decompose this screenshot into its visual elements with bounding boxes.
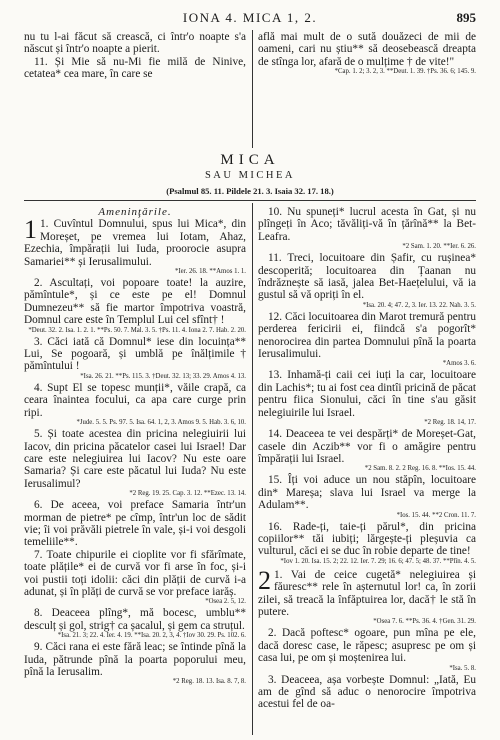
verse: 15. Îți voi aduce un nou stăpîn, locuitoare din* Mareșa; slava lui Israel va merge la Adulam**.	[258, 474, 476, 512]
footnote: *Isa. 20. 4; 47. 2, 3. Ier. 13. 22. Nah. 3. 5.	[362, 301, 476, 309]
footnote: *Iov 1. 20. Isa. 15. 2; 22. 12. Ier. 7. 29; 16. 6; 47. 5; 48. 37. **Plîn. 4. 5.	[280, 557, 476, 565]
verse: 5. Și toate acestea din pricina nelegiuirii lui Iacov, din pricina păcatelor casei lui Israel! Dar care este nelegiuirea lui Iacov? Nu este oare Samaria? Și care este păcatul lui Iuda? Nu este Ierusalimul?	[24, 428, 246, 490]
column-divider-top	[252, 30, 253, 148]
verse: 10. Nu spuneți* lucrul acesta în Gat, și nu plîngeți în Aco; tăvăliți-vă în țărînă** la Bet-Leafra.	[258, 206, 476, 243]
verse: 9. Căci rana ei este fără leac; se întinde pînă la Iuda, pătrunde pînă la poarta poporului meu, pînă la Ierusalim.	[24, 641, 246, 678]
footnote: *2 Sam. 1. 20. **Ier. 6. 26.	[402, 243, 476, 251]
chapter-1-number: 1	[24, 215, 37, 245]
verse: 16. Rade-ți, taie-ți părul*, din pricina copiilor** tăi iubiți; lărgește-ți pleșuvia ca vulturul, căci ei se duc în robie departe de tine!	[258, 520, 476, 558]
footnote: *2 Reg. 18. 14, 17.	[424, 419, 476, 427]
verse: 11. Treci, locuitoare din Șafir, cu rușinea* descoperită; locuitoarea din Țaanan nu îndrăznește să iasă, jalea Bet-Haețelului, vă ia gustul să vă opriți în el.	[258, 252, 476, 302]
verse: 8. Deaceea plîng*, mă bocesc, umblu** desculț și gol, strig† ca șacalul, și gem ca struțul.	[24, 607, 246, 632]
verse: 1. Vai de ceice cugetă* nelegiuirea și făuresc** rele în așternutul lor! ca, în zorii zilei, să treacă la înfăptuirea lor, dacă† le stă în putere.	[258, 568, 476, 618]
top-left-column	[24, 31, 246, 81]
footnote: *Osea 7. 6. **Ps. 36. 4. †Gen. 31. 29.	[373, 618, 476, 626]
header-title: IONA 4. MICA 1, 2.	[182, 10, 318, 25]
left-column	[24, 206, 246, 687]
book-subtitle: SAU MICHEA	[204, 170, 296, 181]
left-verses	[24, 215, 246, 686]
column-divider-main	[252, 203, 253, 735]
chapter-title: Ameninţările.	[98, 206, 172, 218]
footnote: *Isa. 26. 21. **Ps. 115. 3. †Deut. 32. 13; 33. 29. Amos 4. 13.	[80, 372, 246, 380]
footnote: *Isa. 21. 3; 22. 4. Ier. 4. 19. **Isa. 20. 2, 3, 4. †Iov 30. 29. Ps. 102. 6.	[57, 632, 246, 640]
footnote: *Ier. 26. 18. **Amos 1. 1.	[175, 268, 246, 276]
footnote: *Cap. 1. 2; 3. 2, 3. **Deut. 1. 39. †Ps. 36. 6; 145. 9.	[334, 68, 476, 76]
book-title: MICA	[220, 152, 280, 168]
verse: 2. Ascultați, voi popoare toate! la auzire, pămîntule*, și ce este pe el! Domnul Dumnezeu** să fie martor împotriva voastră, Domnul care este în Templul Lui cel sfînt† !	[24, 277, 246, 327]
iona-verse-10-tail: nu tu l-ai făcut să crească, ci într'o noapte s'a născut și într'o noapte a pierit.	[24, 31, 246, 56]
section-rule	[24, 200, 476, 201]
page-number: 895	[456, 10, 476, 25]
verse: 13. Inhamă-ți caii cei iuți la car, locuitoare din Lachis*; tu ai fost cea dintîi pricină de păcat pentru fiica Sionului, căci în tine s'au găsit nelegiuirile lui Israel.	[258, 369, 476, 419]
footnote: *2 Reg. 18. 13. Isa. 8. 7, 8.	[172, 678, 246, 686]
top-right-column	[258, 31, 476, 77]
chapter-2-verses	[258, 565, 476, 711]
footnote: *Ios. 15. 44. **2 Cron. 11. 7.	[396, 511, 476, 519]
chapter-2	[258, 565, 476, 711]
iona-verse-11-tail: află mai mult de o sută douăzeci de mii de oameni, cari nu știu** să deosebească dreapta de stînga lor, afară de o mulțime † de vite!"	[258, 31, 476, 68]
book-references: (Psalmul 85. 11. Pildele 21. 3. Isaia 32. 17. 18.)	[166, 186, 334, 196]
footnote: *Osea 2. 5, 12.	[205, 598, 246, 606]
chapter-2-number: 2	[258, 565, 271, 595]
verse: 6. De aceea, voi preface Samaria într'un morman de pietre* pe cîmp, într'un loc de sădit vie; îi voi prăvăli pietrele în vale, și-i voi desgoli temeliile**.	[24, 499, 246, 549]
right-verses	[258, 206, 476, 566]
footnote: *2 Sam. 8. 2. 2 Reg. 16. 8. **Ios. 15. 44.	[364, 465, 476, 473]
footnote: *Isa. 5. 8.	[449, 664, 476, 672]
footnote: *Amos 3. 6.	[442, 360, 476, 368]
verse: 3. Căci iată că Domnul* iese din locuința** Lui, Se pogoară, și umblă pe înălțimile† pămîntului !	[24, 335, 246, 373]
verse: 7. Toate chipurile ei cioplite vor fi sfărîmate, toate plățile* ei de curvă vor fi arse în foc, și-i voi pustii toți idolii: căci din plății de curvă i-a adunat, și în plăți de curvă se vor preface iarăș.	[24, 548, 246, 598]
verse: 3. Deaceea, așa vorbește Domnul: „Iată, Eu am de gînd să aduc o nenorocire împotriva acestui fel de oa-	[258, 673, 476, 711]
footnote: *Deut. 32. 2. Isa. 1. 2. 1. **Ps. 50. 7. Mal. 3. 5. †Ps. 11. 4. Iona 2. 7. Hab. 2. 20.	[28, 326, 246, 334]
verse: 1. Cuvîntul Domnului, spus lui Mica*, din Moreșet, pe vremea lui Iotam, Ahaz, Ezechia, împărații lui Iuda, proorocie asupra Samariei** și Ierusalimului.	[24, 218, 246, 268]
running-header	[0, 10, 500, 28]
footnote: *Jude. 5. 5. Ps. 97. 5. Isa. 64. 1, 2, 3. Amos 9. 5. Hab. 3. 6, 10.	[76, 419, 246, 427]
iona-verse-11: 11. Și Mie să nu-Mi fie milă de Ninive, cetatea* cea mare, în care se	[24, 55, 246, 81]
verse: 4. Supt El se topesc munții*, văile crapă, ca ceara înaintea focului, ca apa care curge prin ripi.	[24, 381, 246, 419]
footnote: *2 Reg. 19. 25. Cap. 3. 12. **Ezec. 13. 14.	[129, 490, 246, 498]
verse: 12. Căci locuitoarea din Marot tremură pentru perderea fericirii ei, fiindcă s'a pogorît* nenorocirea din partea Domnului pînă la poarta Ierusalimului.	[258, 310, 476, 361]
verse: 14. Deaceea te vei despărți* de Moreșet-Gat, casele din Aczib** vor fi o amăgire pentru împărații lui Israel.	[258, 428, 476, 465]
verse: 2. Dacă poftesc* ogoare, pun mîna pe ele, dacă doresc case, le răpesc; asupresc pe om și casa lui, pe om și moștenirea lui.	[258, 627, 476, 665]
right-column	[258, 206, 476, 711]
